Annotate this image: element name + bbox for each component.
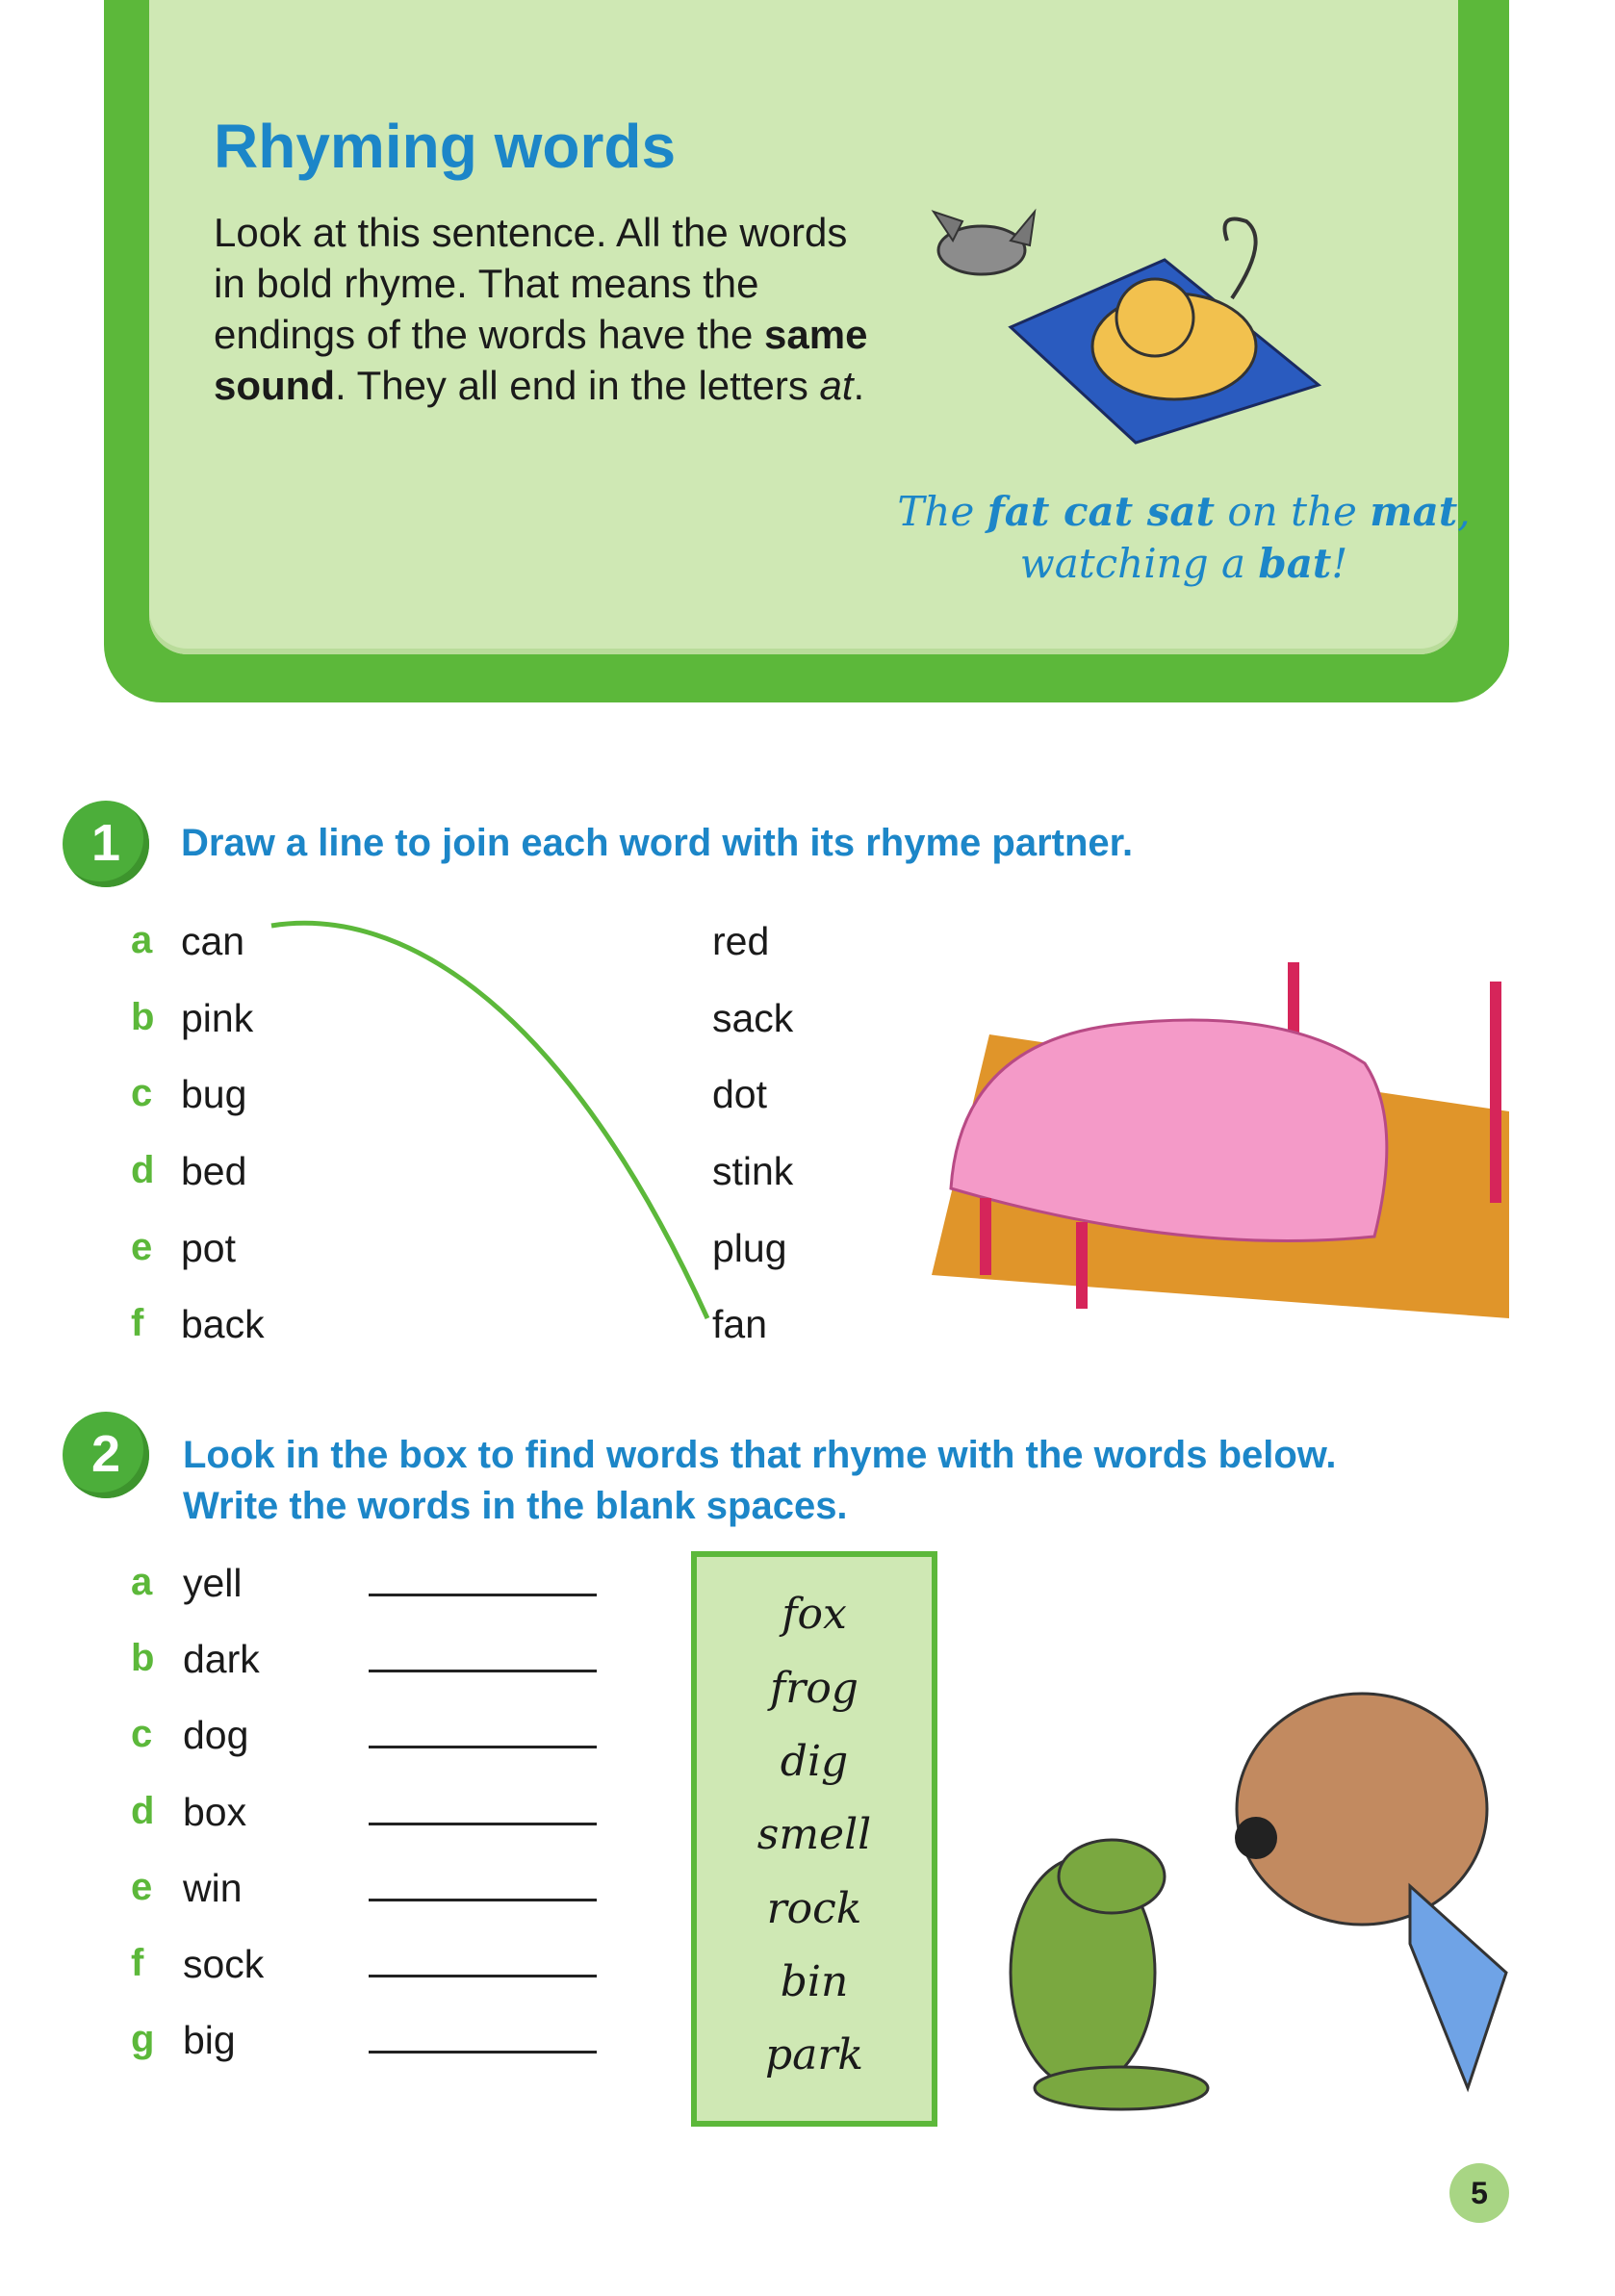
q2-word: box xyxy=(183,1790,247,1834)
dog-head xyxy=(1237,1694,1487,1925)
q2-word: sock xyxy=(183,1942,265,1986)
q1-left-word[interactable]: back xyxy=(181,1302,265,1346)
q1-right-word[interactable]: fan xyxy=(712,1302,767,1346)
caption-text: on the xyxy=(1215,488,1371,535)
bed-leg-2 xyxy=(1076,1222,1088,1309)
caption-rhyme-word: bat xyxy=(1258,540,1332,587)
question-2-instruction: Look in the box to find words that rhyme with the words below. Write the words in the blank spaces. xyxy=(183,1434,1337,1527)
answer-blank[interactable] xyxy=(369,1823,597,1825)
page-title: Rhyming words xyxy=(214,112,677,181)
q1-item-letter: d xyxy=(131,1149,155,1191)
q2-item-letter: g xyxy=(131,2018,155,2060)
q1-right-word[interactable]: dot xyxy=(712,1072,767,1116)
q2-word: big xyxy=(183,2018,236,2062)
page-number: 5 xyxy=(1449,2163,1509,2223)
word-box-word: fox xyxy=(782,1590,847,1639)
word-box-word: bin xyxy=(780,1957,849,2006)
caption-text: The xyxy=(897,488,987,535)
caption-rhyme-word: mat xyxy=(1370,488,1458,535)
dog-scarf xyxy=(1410,1886,1506,2088)
q1-left-word[interactable]: bed xyxy=(181,1149,247,1193)
q1-item-letter: f xyxy=(131,1302,144,1344)
q1-left-word[interactable]: can xyxy=(181,919,245,963)
q1-right-word[interactable]: plug xyxy=(712,1226,787,1270)
q2-item-letter: d xyxy=(131,1790,155,1832)
q2-word: win xyxy=(183,1866,243,1910)
answer-blank[interactable] xyxy=(369,1594,597,1596)
caption-text: , watching a xyxy=(1019,488,1471,587)
answer-blank[interactable] xyxy=(369,2051,597,2054)
question-1-instruction: Draw a line to join each word with its rhyme partner. xyxy=(181,822,1134,864)
q2-item-letter: b xyxy=(131,1637,155,1679)
frog-feet xyxy=(1035,2067,1208,2109)
q2-item-letter: a xyxy=(131,1561,153,1603)
q2-word: yell xyxy=(183,1561,243,1605)
q2-word: dark xyxy=(183,1637,260,1681)
q1-item-letter: c xyxy=(131,1072,153,1114)
q1-item-letter: e xyxy=(131,1226,153,1268)
word-box-word: rock xyxy=(766,1884,862,1933)
caption-text: ! xyxy=(1331,540,1348,587)
frog-head xyxy=(1059,1840,1165,1913)
answer-blank[interactable] xyxy=(369,1975,597,1977)
dog-nose xyxy=(1235,1817,1277,1859)
q1-left-word[interactable]: pot xyxy=(181,1226,236,1270)
frog-and-dog-illustration xyxy=(996,1674,1521,2122)
q2-item-letter: f xyxy=(131,1942,144,1984)
answer-blank[interactable] xyxy=(369,1670,597,1672)
q2-word: dog xyxy=(183,1713,249,1757)
bed-post-right xyxy=(1490,982,1501,1203)
q1-item-letter: a xyxy=(131,919,153,961)
intro-text: Look at this sentence. All the words in bold rhyme. That means the endings of the words have the same sound. They all end in the letters at. xyxy=(214,210,868,408)
bed-illustration xyxy=(932,948,1509,1318)
q2-item-letter: e xyxy=(131,1866,153,1908)
question-2-badge: 2 xyxy=(63,1412,149,1498)
caption-rhyme-word: fat cat sat xyxy=(987,488,1216,535)
word-box-word: smell xyxy=(756,1810,872,1859)
word-box-word: park xyxy=(764,2030,864,2079)
q1-left-word[interactable]: pink xyxy=(181,996,254,1040)
q1-item-letter: b xyxy=(131,996,155,1038)
answer-blank[interactable] xyxy=(369,1746,597,1748)
question-1-badge: 1 xyxy=(63,801,149,887)
word-box-word: dig xyxy=(780,1737,849,1786)
q1-right-word[interactable]: red xyxy=(712,919,770,963)
word-box-word: frog xyxy=(770,1664,859,1713)
q1-right-word[interactable]: sack xyxy=(712,996,794,1040)
q1-right-word[interactable]: stink xyxy=(712,1149,794,1193)
q1-left-word[interactable]: bug xyxy=(181,1072,247,1116)
bed-leg-1 xyxy=(980,1198,991,1275)
answer-blank[interactable] xyxy=(369,1899,597,1901)
q2-item-letter: c xyxy=(131,1713,153,1755)
